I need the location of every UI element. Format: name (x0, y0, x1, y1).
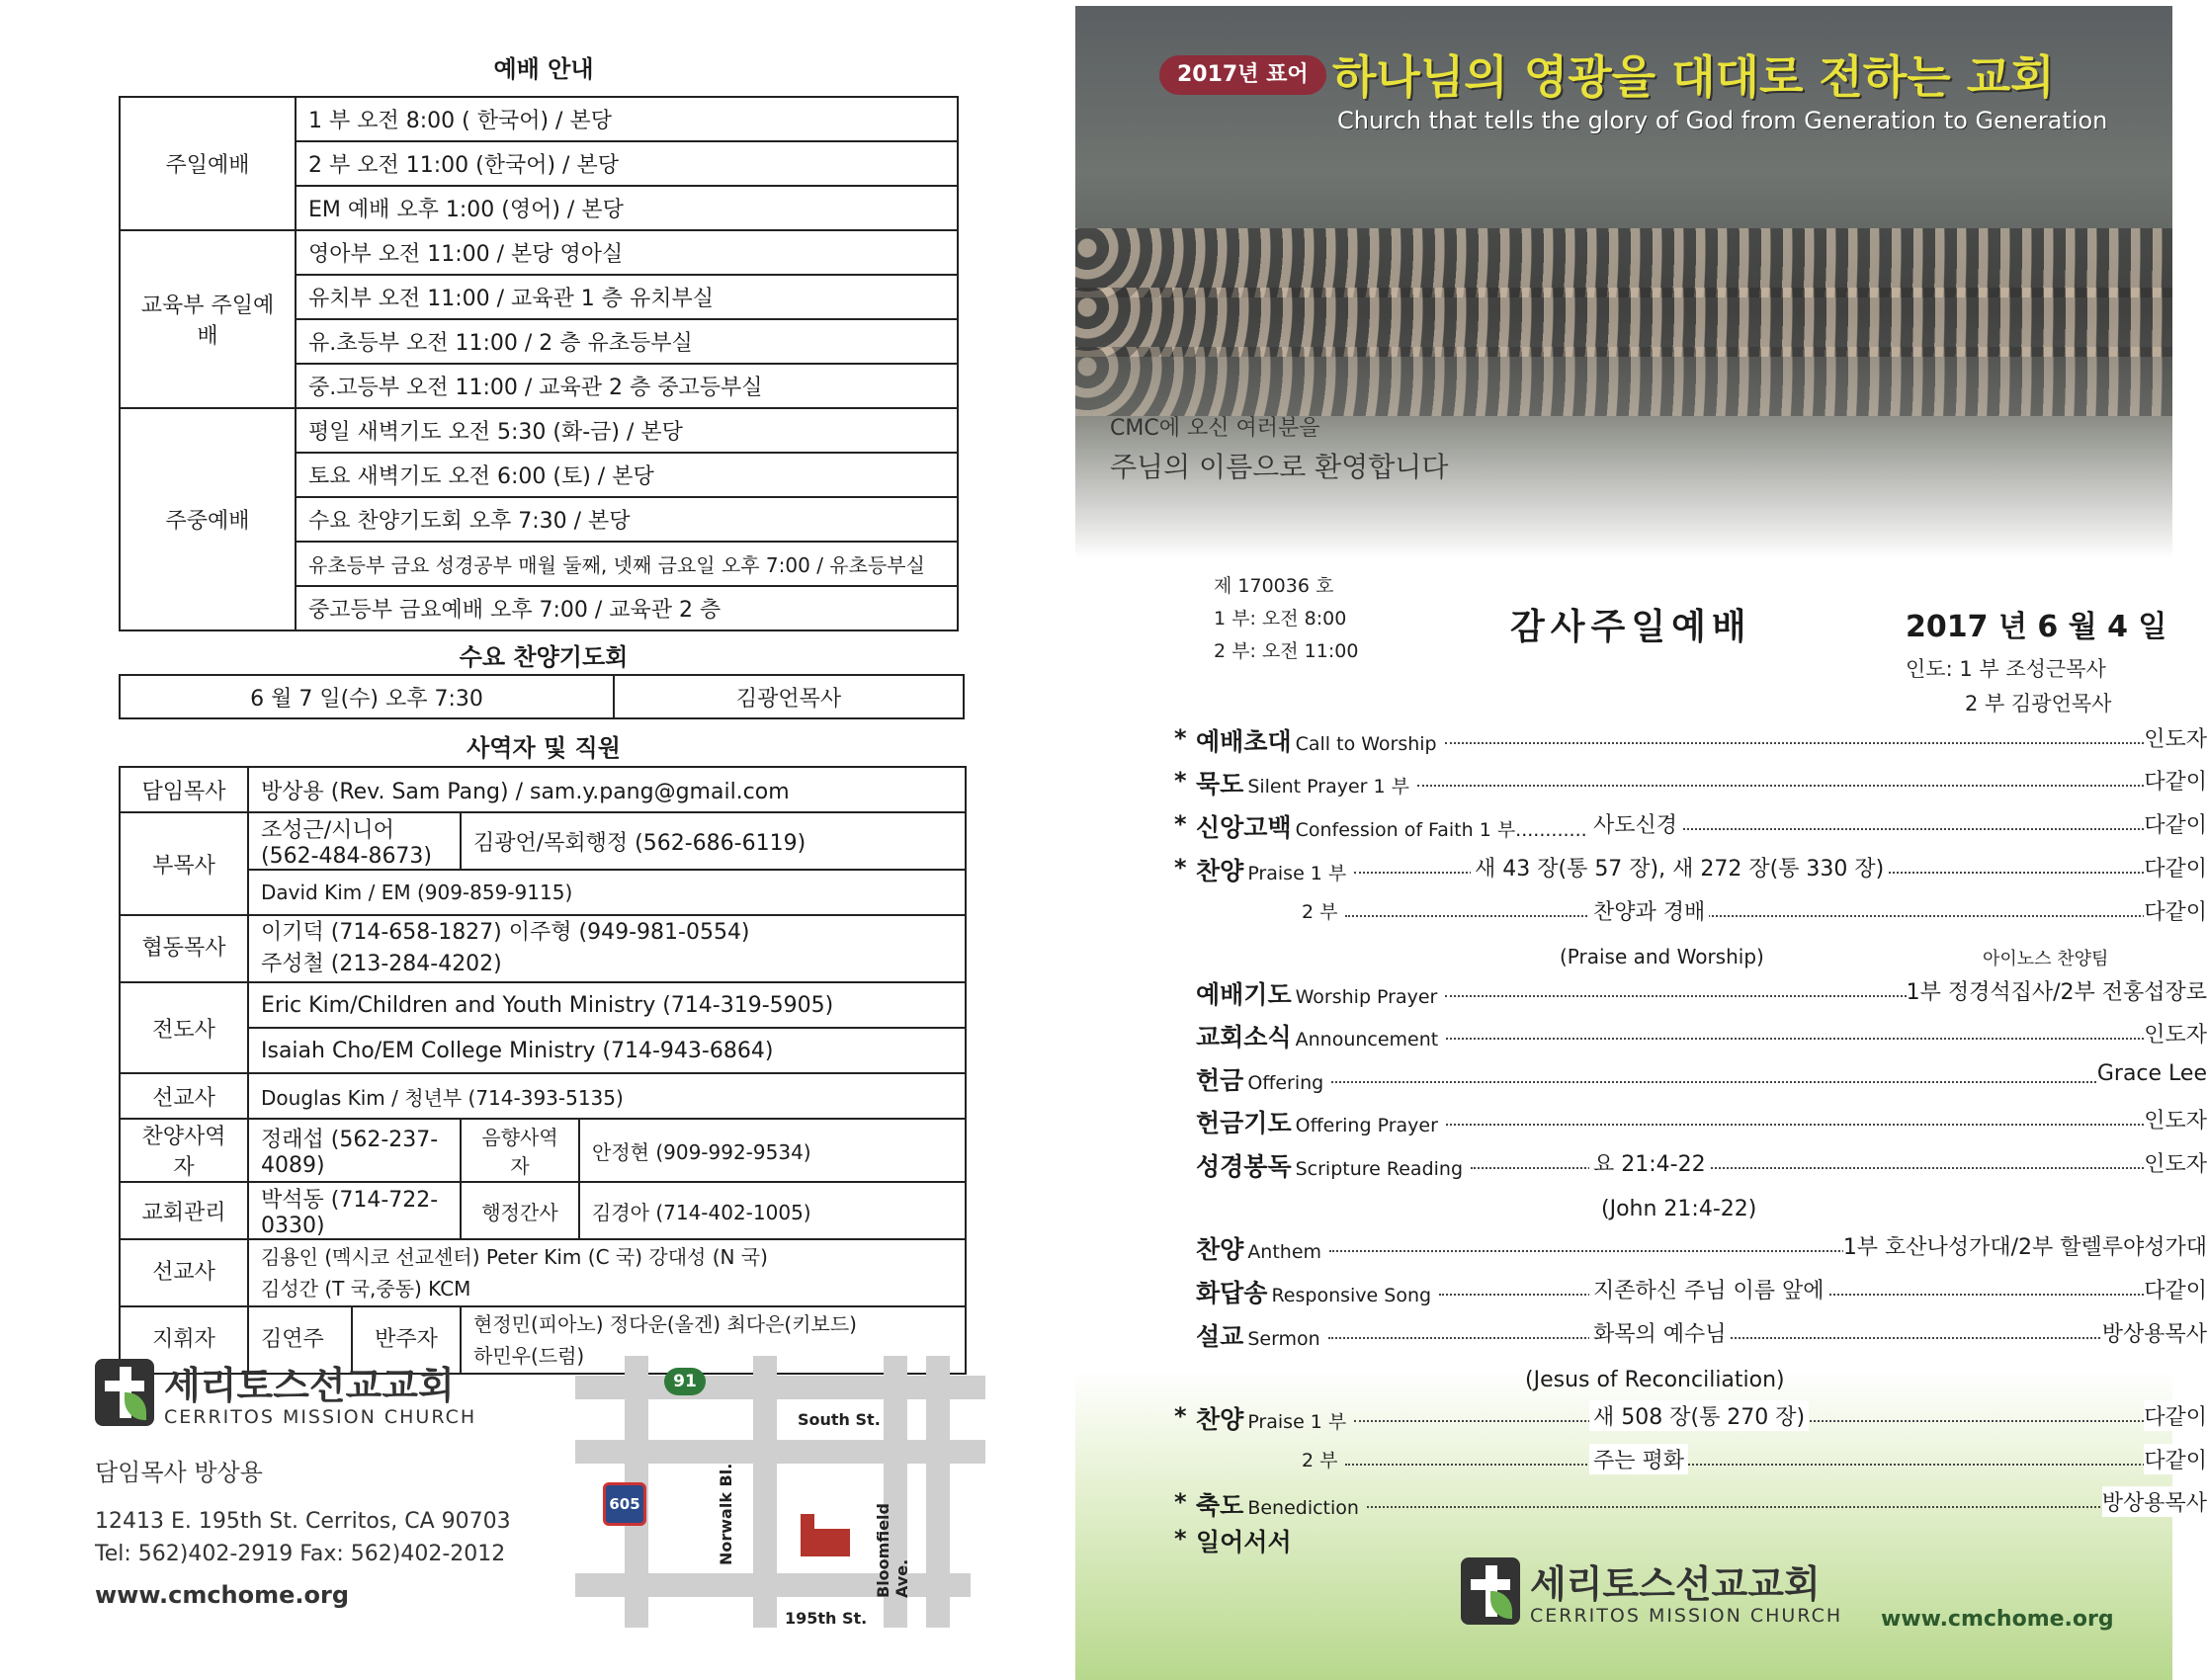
staff-value (248, 1239, 966, 1306)
order-item-en: Benediction (1247, 1497, 1359, 1519)
order-item-title (1196, 808, 1587, 844)
south-st-label: South St. (798, 1410, 881, 1429)
location-map (565, 1346, 990, 1633)
order-item-title (1196, 1104, 1438, 1139)
order-item-en: Announcement (1295, 1029, 1439, 1050)
phone-fax: Tel: 562)402-2919 Fax: 562)402-2012 (95, 1542, 506, 1566)
order-item (1174, 1147, 2207, 1187)
order-item-title (1196, 1018, 1438, 1053)
staff-value: 박석동 (714-722-0330) (248, 1182, 461, 1239)
church-building-icon (801, 1529, 850, 1556)
left-page (0, 0, 1077, 1680)
standing-marker-icon: * (1174, 1488, 1187, 1516)
schedule-row: 1 부 오전 8:00 ( 한국어) / 본당 (296, 97, 958, 141)
leader-dots (1471, 1167, 2207, 1169)
leader-dots (1328, 1337, 2207, 1339)
order-item-content: 화목의 예수님 (1589, 1317, 1731, 1348)
order-item (1174, 1486, 2207, 1526)
order-item-title (1298, 895, 1337, 924)
order-item-kr: 예배기도 (1196, 980, 1292, 1009)
order-item-en: Offering (1247, 1072, 1324, 1094)
order-item-title (1196, 1400, 1346, 1436)
order-item-content: 요 21:4-22 (1589, 1147, 1710, 1178)
order-item-content: 찬양과 경배 (1589, 895, 1709, 926)
staff-line: 하민우(드럼) (473, 1344, 585, 1368)
order-item (1174, 895, 2207, 935)
staff-line: 김성간 (T 국,중동) KCM (261, 1277, 471, 1301)
church-name-kr: 세리토스선교교회 (164, 1364, 455, 1407)
staff-label: 전도사 (120, 982, 248, 1073)
order-item-en: Silent Prayer 1 부 (1247, 776, 1409, 798)
order-item-content: 사도신경 (1589, 808, 1681, 839)
order-item-en: Call to Worship (1295, 733, 1437, 755)
staff-line: 김용인 (멕시코 선교센터) Peter Kim (C 국) 강대성 (N 국) (261, 1245, 768, 1269)
church-name-kr: 세리토스선교교회 (1530, 1562, 1821, 1606)
order-item (1174, 1230, 2207, 1270)
standing-marker-icon: * (1174, 1525, 1187, 1553)
motto-en: Church that tells the glory of God from Generation to Generation (1337, 107, 2108, 134)
wednesday-date: 6 월 7 일(수) 오후 7:30 (120, 675, 614, 718)
staff-value: 김경아 (714-402-1005) (579, 1182, 966, 1239)
sermon-en: (Jesus of Reconciliation) (1525, 1368, 1785, 1392)
staff-label: 행정간사 (461, 1182, 579, 1239)
order-item-kr: 교회소식 (1196, 1023, 1292, 1051)
order-item (1174, 765, 2207, 804)
order-item-kr: 일어서서 (1196, 1528, 1292, 1556)
order-item-en: Worship Prayer (1295, 986, 1438, 1008)
order-item-en: Praise 1 부 (1247, 863, 1347, 884)
schedule-row: 중.고등부 오전 11:00 / 교육관 2 층 중고등부실 (296, 364, 958, 408)
order-item (1174, 852, 2207, 891)
schedule-row: 영아부 오전 11:00 / 본당 영아실 (296, 230, 958, 275)
staff-label: 교회관리 (120, 1182, 248, 1239)
staff-label: 선교사 (120, 1073, 248, 1119)
scripture-en: (John 21:4-22) (1601, 1197, 1757, 1221)
staff-value: 정래섭 (562-237-4089) (248, 1119, 461, 1182)
motto-kr: 하나님의 영광을 대대로 전하는 교회 (1332, 50, 2055, 104)
order-item (1174, 975, 2207, 1015)
staff-value: 김광언/목회행정 (562-686-6119) (461, 812, 966, 870)
wednesday-table (119, 674, 965, 719)
order-item-kr: 성경봉독 (1196, 1152, 1292, 1181)
service-time-1: 1 부: 오전 8:00 (1214, 608, 1347, 630)
order-item-title (1196, 1061, 1323, 1097)
staff-label: 음향사역자 (461, 1119, 579, 1182)
order-item-title (1196, 1147, 1463, 1183)
order-item-leader: 인도자 (2144, 1018, 2207, 1049)
leader-dots (1446, 1038, 2207, 1040)
leader-dots (1345, 915, 2207, 917)
staff-label: 찬양사역자 (120, 1119, 248, 1182)
staff-line: 이기덕 (714-658-1827) 이주형 (949-981-0554) (261, 920, 750, 945)
order-item-content: 새 43 장(통 57 장), 새 272 장(통 330 장) (1471, 852, 1888, 882)
cross-icon (95, 1359, 154, 1426)
service-date: 2017 년 6 월 4 일 (1906, 610, 2167, 644)
cross-icon (1461, 1557, 1520, 1625)
staff-label: 담임목사 (120, 767, 248, 812)
order-item (1174, 1444, 2207, 1483)
order-item-kr: 설교 (1196, 1322, 1244, 1351)
order-item-content: 새 508 장(통 270 장) (1589, 1400, 1809, 1431)
order-item-kr: 찬양 (1196, 1405, 1244, 1434)
worship-guide-title: 예배 안내 (493, 55, 594, 83)
schedule-row: 유치부 오전 11:00 / 교육관 1 층 유치부실 (296, 275, 958, 319)
category-sunday: 주일예배 (120, 97, 296, 230)
i605-icon: 605 (603, 1482, 646, 1526)
order-item-leader: Grace Lee (2096, 1061, 2207, 1086)
195th-label: 195th St. (785, 1609, 868, 1628)
order-item-leader: 1부 정경석집사/2부 전홍섭장로 (1907, 975, 2207, 1006)
order-item (1174, 1104, 2207, 1143)
issue-number: 제 170036 호 (1214, 575, 1334, 597)
order-item-leader: 다같이 (2144, 895, 2207, 926)
welcome-line1: CMC에 오신 여러분을 (1110, 416, 1320, 441)
order-item (1174, 1317, 2207, 1357)
order-item-leader: 인도자 (2144, 722, 2207, 753)
order-item-en: 2 부 (1302, 901, 1338, 923)
leader-dots (1417, 785, 2207, 787)
staff-value: Douglas Kim / 청년부 (714-393-5135) (248, 1073, 966, 1119)
motto-year-badge: 2017년 표어 (1159, 55, 1326, 95)
staff-label: 반주자 (352, 1306, 461, 1374)
welcome-line2: 주님의 이름으로 환영합니다 (1110, 451, 1449, 483)
order-item-kr: 찬양 (1196, 857, 1244, 885)
order-item (1174, 1018, 2207, 1057)
leader-dots (1345, 1464, 2207, 1466)
order-item-title (1196, 722, 1437, 758)
order-item-kr: 화답송 (1196, 1279, 1268, 1307)
category-weekday: 주중예배 (120, 408, 296, 630)
address: 12413 E. 195th St. Cerritos, CA 90703 (95, 1509, 511, 1534)
leader-dots (1367, 1506, 2207, 1508)
leader-2: 2 부 김광언목사 (1965, 692, 2112, 715)
schedule-row: EM 예배 오후 1:00 (영어) / 본당 (296, 186, 958, 230)
order-item-kr: 헌금기도 (1196, 1109, 1292, 1137)
schedule-row: 2 부 오전 11:00 (한국어) / 본당 (296, 141, 958, 186)
praise-team: 아이노스 찬양팀 (1983, 949, 2109, 969)
order-item-title (1196, 1317, 1320, 1353)
pastor-name: 담임목사 방상용 (95, 1459, 263, 1486)
order-item-kr: 찬양 (1196, 1235, 1244, 1264)
order-item-leader: 인도자 (2144, 1147, 2207, 1178)
order-item-kr: 헌금 (1196, 1066, 1244, 1095)
staff-value: Eric Kim/Children and Youth Ministry (714-319-5905) (248, 982, 966, 1028)
norwalk-road (753, 1356, 777, 1628)
order-item-leader: 방상용목사 (2102, 1317, 2207, 1348)
standing-marker-icon: * (1174, 724, 1187, 752)
standing-marker-icon: * (1174, 1402, 1187, 1430)
order-item-en: Responsive Song (1271, 1285, 1432, 1306)
leader-dots (1331, 1081, 2207, 1083)
order-item-kr: 축도 (1196, 1491, 1244, 1520)
staff-line: 주성철 (213-284-4202) (261, 952, 502, 976)
order-item-en: Offering Prayer (1295, 1115, 1438, 1136)
order-item-content: 지존하신 주님 이름 앞에 (1589, 1274, 1828, 1304)
right-page (1075, 6, 2207, 1680)
order-item-leader: 다같이 (2144, 1444, 2207, 1474)
order-item-leader: 다같이 (2144, 1274, 2207, 1304)
norwalk-label: Norwalk Bl. (717, 1463, 735, 1565)
order-item-kr: 신앙고백 (1196, 813, 1292, 842)
order-item-en: 2 부 (1302, 1450, 1338, 1471)
standing-marker-icon: * (1174, 854, 1187, 882)
staff-value (248, 915, 966, 982)
staff-value: Isaiah Cho/EM College Ministry (714-943-6864) (248, 1028, 966, 1073)
staff-line: 현정민(피아노) 정다운(올겐) 최다은(키보드) (473, 1312, 857, 1336)
category-education: 교육부 주일예배 (120, 230, 296, 408)
leader-dots (1445, 742, 2207, 744)
order-item-leader: 1부 호산나성가대/2부 할렐루야성가대 (1843, 1230, 2207, 1261)
schedule-row: 토요 새벽기도 오전 6:00 (토) / 본당 (296, 453, 958, 497)
staff-label: 선교사 (120, 1239, 248, 1306)
schedule-row: 유초등부 금요 성경공부 매월 둘째, 넷째 금요일 오후 7:00 / 유초등부실 (296, 542, 958, 586)
leader-dots (1595, 828, 2207, 830)
church-logo (95, 1359, 510, 1433)
staff-value: 조성근/시니어 (562-484-8673) (248, 812, 461, 870)
order-item-title (1196, 1486, 1359, 1522)
order-item (1174, 722, 2207, 762)
staff-value: 방상용 (Rev. Sam Pang) / sam.y.pang@gmail.com (248, 767, 966, 812)
praise-sub: (Praise and Worship) (1560, 945, 1764, 968)
wednesday-leader: 김광언목사 (614, 675, 964, 718)
order-item-leader: 다같이 (2144, 1400, 2207, 1431)
church-name-en: CERRITOS MISSION CHURCH (164, 1406, 477, 1428)
wednesday-title: 수요 찬양기도회 (459, 643, 629, 671)
staff-value: 김연주 (248, 1306, 352, 1374)
bloomfield-road (926, 1356, 950, 1628)
order-item-title (1196, 852, 1346, 887)
schedule-row: 수요 찬양기도회 오후 7:30 / 본당 (296, 497, 958, 542)
website-link[interactable]: www.cmchome.org (1881, 1607, 2114, 1632)
order-item-leader: 방상용목사 (2102, 1486, 2207, 1517)
staff-label: 지휘자 (120, 1306, 248, 1374)
order-item-leader: 다같이 (2144, 765, 2207, 796)
staff-value: David Kim / EM (909-859-9115) (248, 870, 966, 915)
order-item-title (1196, 975, 1437, 1011)
order-item-title (1298, 1444, 1337, 1472)
church-logo-right (1461, 1557, 1935, 1637)
standing-marker-icon: * (1174, 810, 1187, 838)
bloomfield-label: Bloomfield Ave. (874, 1503, 911, 1598)
order-item (1174, 1274, 2207, 1313)
order-item-leader: 다같이 (2144, 808, 2207, 839)
schedule-row: 평일 새벽기도 오전 5:30 (화-금) / 본당 (296, 408, 958, 453)
order-item-en: Confession of Faith 1 부............ (1295, 819, 1587, 841)
order-item-content: 주는 평화 (1589, 1444, 1688, 1474)
order-item-en: Scripture Reading (1295, 1158, 1464, 1180)
order-item-title (1196, 1523, 1296, 1558)
leader-dots (1446, 1124, 2207, 1126)
order-item-en: Sermon (1247, 1328, 1320, 1350)
order-item-leader: 인도자 (2144, 1104, 2207, 1134)
order-item (1174, 808, 2207, 848)
website-link[interactable]: www.cmchome.org (95, 1581, 350, 1609)
order-item-en: Praise 1 부 (1247, 1411, 1347, 1433)
order-item-leader: 다같이 (2144, 852, 2207, 882)
staff-value: 안정현 (909-992-9534) (579, 1119, 966, 1182)
order-item-en: Anthem (1247, 1241, 1322, 1263)
order-item-kr: 예배초대 (1196, 727, 1292, 756)
order-item (1174, 1400, 2207, 1440)
worship-schedule-table (119, 96, 959, 631)
order-item-title (1196, 765, 1409, 800)
staff-title: 사역자 및 직원 (467, 734, 621, 762)
steeple-icon (801, 1514, 814, 1532)
order-item-kr: 묵도 (1196, 770, 1244, 798)
schedule-row: 유.초등부 오전 11:00 / 2 층 유초등부실 (296, 319, 958, 364)
service-time-2: 2 부: 오전 11:00 (1214, 640, 1359, 662)
order-item (1174, 1061, 2207, 1101)
service-title: 감사주일예배 (1510, 607, 1752, 647)
staff-table (119, 766, 967, 1375)
order-item-title (1196, 1274, 1431, 1309)
congregation-photo (1075, 6, 2172, 559)
standing-marker-icon: * (1174, 767, 1187, 795)
staff-label: 협동목사 (120, 915, 248, 982)
hw91-icon: 91 (664, 1368, 706, 1395)
leader-1: 인도: 1 부 조성근목사 (1906, 657, 2106, 681)
church-name-en: CERRITOS MISSION CHURCH (1530, 1605, 1843, 1627)
order-item-title (1196, 1230, 1321, 1266)
staff-label: 부목사 (120, 812, 248, 915)
schedule-row: 중고등부 금요예배 오후 7:00 / 교육관 2 층 (296, 586, 958, 630)
